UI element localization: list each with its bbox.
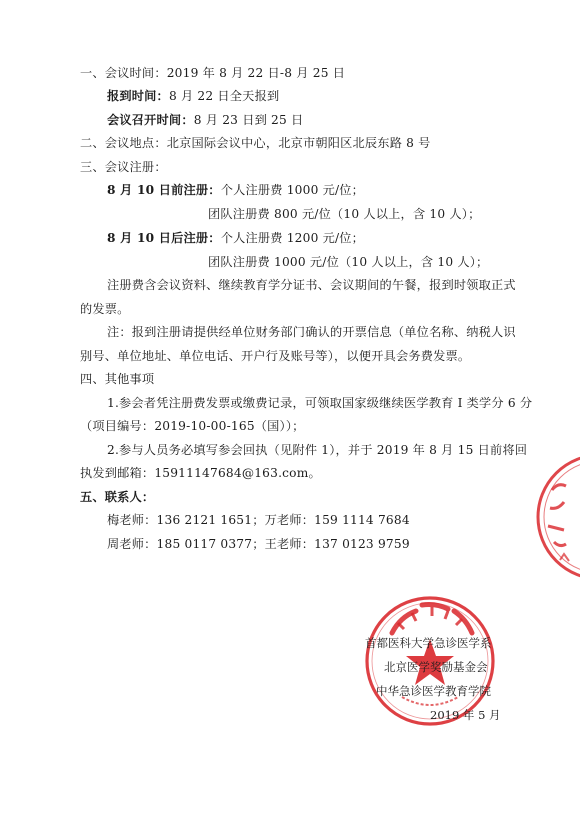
checkin-time-line (107, 88, 279, 104)
registration-heading: 三、会议注册： (80, 160, 167, 174)
register-after-label: 8 月 10 日后注册： (107, 231, 221, 245)
contact-line-1: 梅老师：136 2121 1651；万老师：159 1114 7684 (107, 513, 410, 527)
register-before-line (107, 182, 364, 198)
other-item1-line-1: 1.参会者凭注册费发票或缴费记录，可领取国家级继续医学教育 I 类学分 6 分 (107, 396, 533, 410)
checkin-time-value: 8 月 22 日全天报到 (168, 89, 280, 103)
meeting-open-value: 8 月 23 日到 25 日 (193, 113, 304, 127)
meeting-time-line (80, 65, 345, 81)
other-item2-line-1: 2.参与人员务必填写参会回执（见附件 1），并于 2019 年 8 月 15 日前将回 (107, 443, 528, 457)
signature-org-3: 中华急诊医学教育学院 (376, 684, 491, 698)
meeting-venue-line (80, 135, 431, 151)
checkin-time-label: 报到时间： (107, 89, 169, 103)
register-after-group: 团队注册费 1000 元/位（10 人以上，含 10 人）； (208, 255, 489, 269)
other-item1-line-2: （项目编号：2019-10-00-165（国））； (80, 419, 305, 433)
register-before-individual: 个人注册费 1000 元/位； (220, 183, 365, 197)
other-item2-line-2: 执发到邮箱：15911147684@163.com。 (80, 466, 321, 480)
invoice-note-line-1: 注：报到注册请提供经单位财务部门确认的开票信息（单位名称、纳税人识 (107, 325, 516, 339)
register-before-label: 8 月 10 日前注册： (107, 183, 221, 197)
register-after-individual: 个人注册费 1200 元/位； (220, 231, 365, 245)
contacts-heading: 五、联系人： (80, 490, 155, 504)
register-after-line (107, 230, 364, 246)
fee-note-line-1: 注册费含会议资料、继续教育学分证书、会议期间的午餐，报到时领取正式 (107, 278, 516, 292)
signature-org-1: 首都医科大学急诊医学系 (365, 636, 492, 650)
meeting-open-label: 会议召开时间： (107, 113, 194, 127)
register-before-group: 团队注册费 800 元/位（10 人以上，含 10 人）； (208, 207, 481, 221)
invoice-note-line-2: 别号、单位地址、单位电话、开户行及账号等），以便开具会务费发票。 (80, 349, 471, 363)
meeting-time-value: 2019 年 8 月 22 日-8 月 25 日 (166, 66, 346, 80)
meeting-open-line (107, 112, 303, 128)
other-matters-heading: 四、其他事项 (80, 372, 155, 386)
fee-note-line-2: 的发票。 (80, 302, 130, 316)
contact-line-2: 周老师：185 0117 0377；王老师：137 0123 9759 (107, 537, 410, 551)
meeting-venue-heading: 二、会议地点： (80, 136, 167, 150)
signature-date: 2019 年 5 月 (430, 708, 501, 722)
meeting-time-heading: 一、会议时间： (80, 66, 167, 80)
meeting-venue-value: 北京国际会议中心，北京市朝阳区北辰东路 8 号 (166, 136, 431, 150)
partial-seal-right (528, 450, 580, 585)
signature-org-2: 北京医学奖励基金会 (384, 660, 488, 674)
